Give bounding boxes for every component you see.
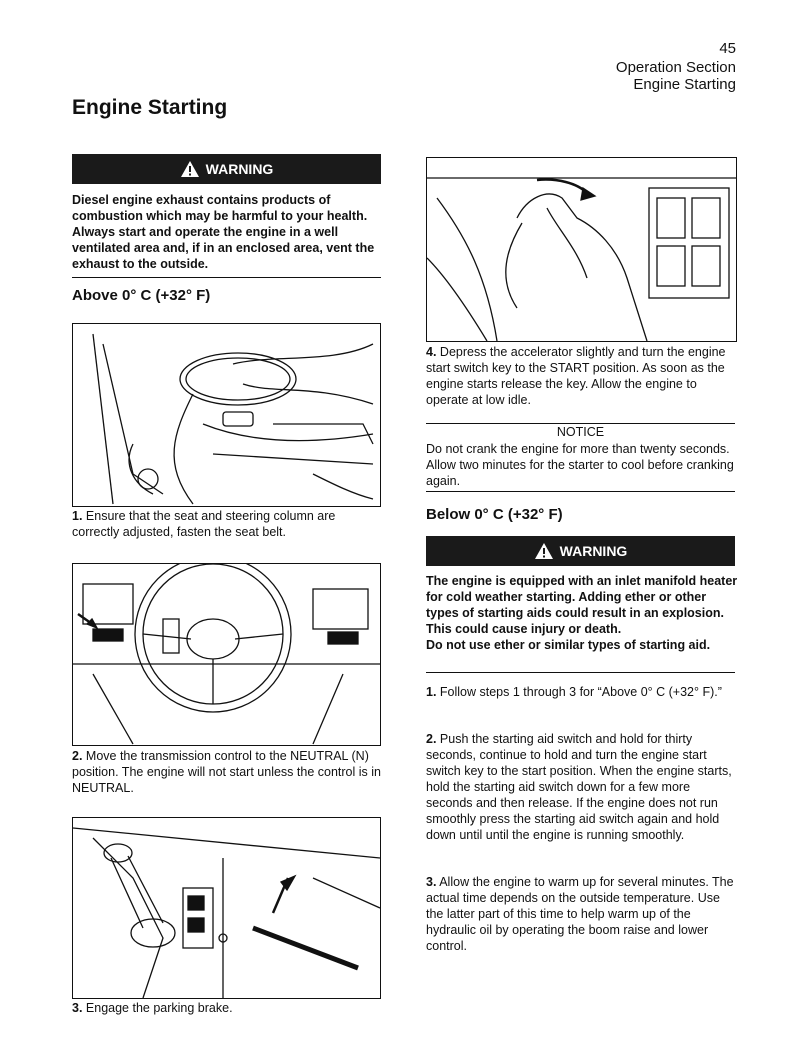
warning-triangle-icon — [534, 542, 554, 560]
page-number: 45 — [719, 40, 736, 57]
step-4-caption — [426, 344, 736, 408]
step-text: Allow the engine to warm up for several minutes. The actual time depends on the outside temperature. Use the latter part of this time to help warm up of the hydraulic oil by operating the boom raise and lower control. — [426, 875, 734, 953]
step-2-caption — [72, 748, 382, 796]
step-text: Depress the accelerator slightly and turn the engine start switch key to the START position. As soon as the engine starts release the key. Allow the engine to operate at low idle. — [426, 345, 726, 407]
header-subsection: Engine Starting — [633, 76, 736, 93]
cold-step-2 — [426, 731, 734, 843]
warning-line: Do not use ether or similar types of starting aid. — [426, 638, 711, 652]
divider — [72, 277, 381, 278]
warning-label: WARNING — [559, 543, 628, 559]
notice-top-rule — [426, 423, 735, 424]
page-title: Engine Starting — [72, 96, 228, 119]
step-number: 2. — [72, 749, 83, 763]
warning-line: This could cause injury or death. — [426, 622, 622, 636]
step-1-caption — [72, 508, 382, 540]
notice-label: NOTICE — [556, 425, 605, 439]
warning-banner-cold — [426, 536, 735, 566]
notice-text: Do not crank the engine for more than twenty seconds. Allow two minutes for the starter to cool before cranking again. — [426, 442, 734, 488]
step-number: 4. — [426, 345, 437, 359]
warning-text-cold — [426, 573, 738, 653]
step-text: Engage the parking brake. — [82, 1001, 233, 1015]
warning-text: Diesel engine exhaust contains products of combustion which may be harmful to your health. Always start and operate the engine in a well ventilated area and, if in an enclosed area, vent the exhaust to the outside. — [72, 193, 375, 271]
cold-step-1 — [426, 684, 726, 700]
figure-transmission-control — [72, 563, 381, 746]
above-zero-heading: Above 0° C (+32° F) — [72, 287, 211, 304]
step-3-caption — [72, 1000, 382, 1016]
step-number: 1. — [72, 509, 83, 523]
header-section: Operation Section — [615, 59, 736, 76]
step-text: Push the starting aid switch and hold for thirty seconds, continue to hold and turn the engine start switch key to the start position. When the engine starts, hold the starting aid switch down for a few more seconds and then release. If the engine does not run smoothly press the starting aid switch again and hold down until until the engine is running smoothly. — [426, 732, 732, 842]
notice-bottom-rule — [426, 491, 735, 492]
step-number: 1. — [426, 685, 437, 699]
warning-label: WARNING — [205, 161, 274, 177]
warning-triangle-icon — [180, 160, 200, 178]
warning-line: The engine is equipped with an inlet manifold heater for cold weather starting. Adding ether or other types of starting aids could result in an explosion. — [426, 574, 738, 620]
warning-banner — [72, 154, 381, 184]
figure-start-switch — [426, 157, 737, 342]
step-number: 2. — [426, 732, 437, 746]
cold-step-3 — [426, 874, 734, 954]
step-text: Move the transmission control to the NEUTRAL (N) position. The engine will not start unless the control is in NEUTRAL. — [72, 749, 381, 795]
below-zero-heading: Below 0° C (+32° F) — [426, 506, 563, 523]
step-text: Ensure that the seat and steering column are correctly adjusted, fasten the seat belt. — [72, 509, 336, 539]
divider — [426, 672, 735, 673]
step-text: Follow steps 1 through 3 for “Above 0° C (+32° F).” — [436, 685, 722, 699]
step-number: 3. — [72, 1001, 83, 1015]
figure-seat-belt — [72, 323, 381, 507]
step-number: 3. — [426, 875, 437, 889]
figure-parking-brake — [72, 817, 381, 999]
